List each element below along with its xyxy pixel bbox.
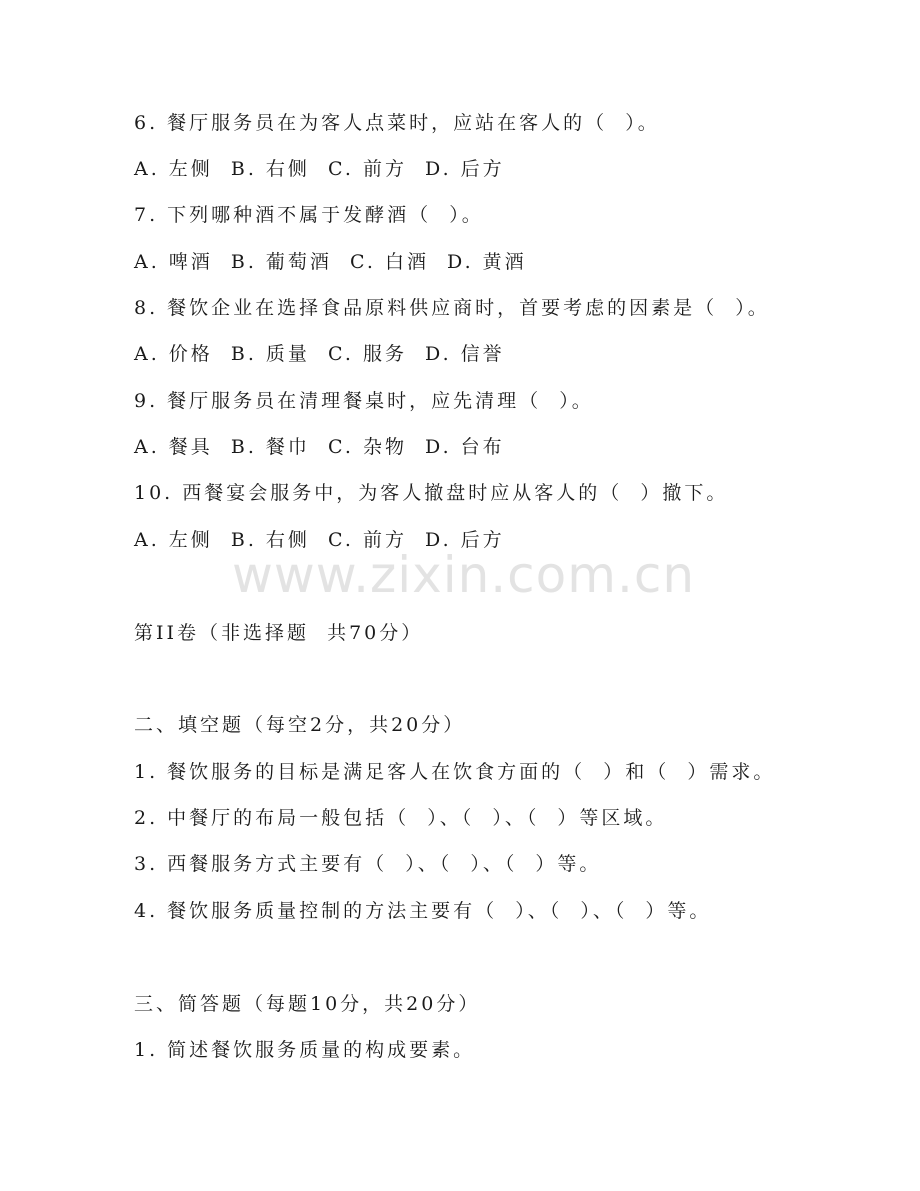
fill-item: 3. 西餐服务方式主要有（ ）、（ ）、（ ）等。	[134, 853, 602, 875]
short-answer-item: 1. 简述餐饮服务质量的构成要素。	[134, 1039, 476, 1061]
question-stem: 6. 餐厅服务员在为客人点菜时，应站在客人的（ ）。	[134, 112, 660, 134]
question-stem: 10. 西餐宴会服务中，为客人撤盘时应从客人的（ ）撤下。	[134, 482, 729, 504]
question-stem: 9. 餐厅服务员在清理餐桌时，应先清理（ ）。	[134, 390, 594, 412]
fill-item: 2. 中餐厅的布局一般包括（ ）、（ ）、（ ）等区域。	[134, 807, 668, 829]
fill-item: 1. 餐饮服务的目标是满足客人在饮食方面的（ ）和（ ）需求。	[134, 761, 776, 783]
watermark: www.zixin.com.cn	[232, 546, 696, 604]
question-options: A. 啤酒 B. 葡萄酒 C. 白酒 D. 黄酒	[134, 251, 527, 273]
question-stem: 7. 下列哪种酒不属于发酵酒（ ）。	[134, 204, 484, 226]
question-options: A. 价格 B. 质量 C. 服务 D. 信誉	[134, 343, 505, 365]
fill-item: 4. 餐饮服务质量控制的方法主要有（ ）、（ ）、（ ）等。	[134, 900, 712, 922]
section-title-short-answer: 三、简答题（每题10分，共20分）	[134, 993, 481, 1015]
question-stem: 8. 餐饮企业在选择食品原料供应商时，首要考虑的因素是（ ）。	[134, 297, 770, 319]
part-title: 第II卷（非选择题 共70分）	[134, 622, 424, 644]
section-title-fill: 二、填空题（每空2分，共20分）	[134, 714, 466, 736]
question-options: A. 餐具 B. 餐巾 C. 杂物 D. 台布	[134, 436, 505, 458]
question-options: A. 左侧 B. 右侧 C. 前方 D. 后方	[134, 529, 505, 551]
question-options: A. 左侧 B. 右侧 C. 前方 D. 后方	[134, 158, 505, 180]
